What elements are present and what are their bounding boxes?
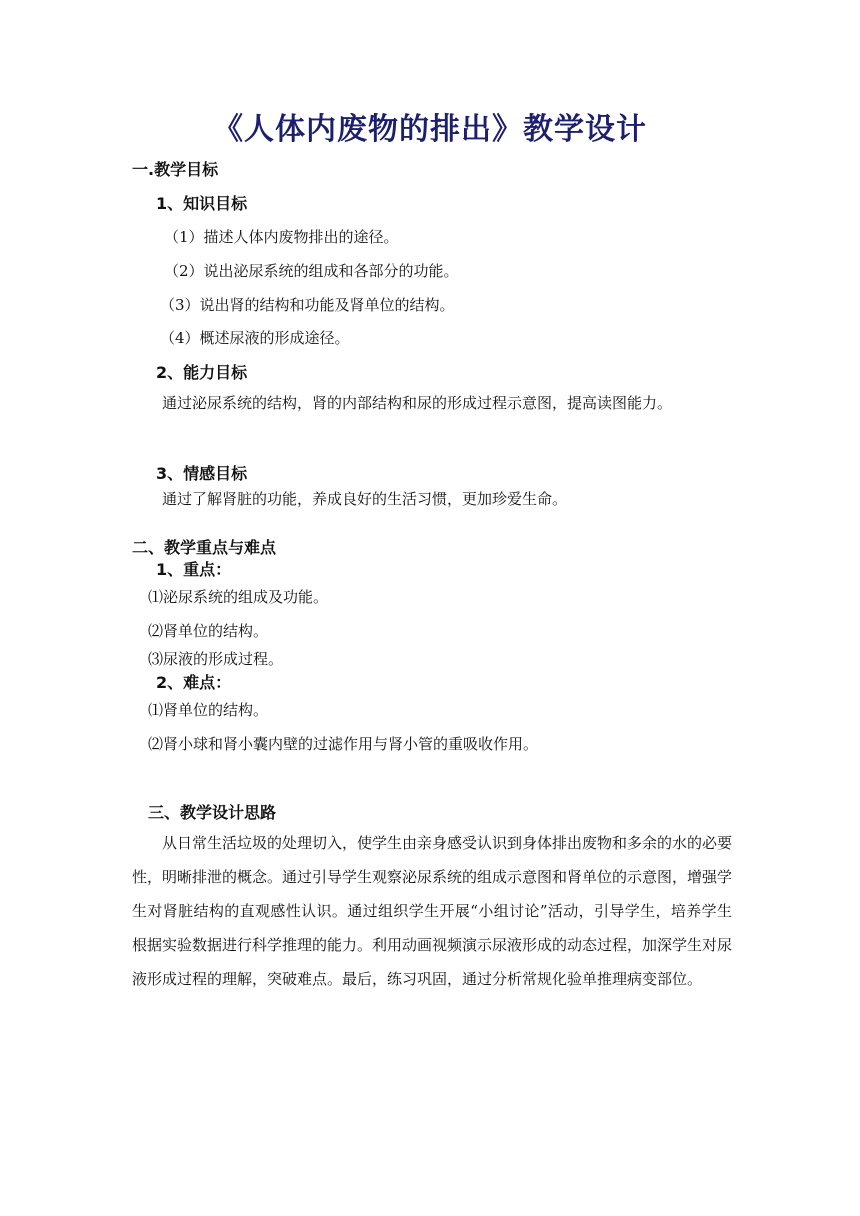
list-item: （1）描述人体内废物排出的途径。: [164, 228, 399, 246]
list-item: ⑶尿液的形成过程。: [148, 650, 284, 668]
section-heading-objectives: 一.教学目标: [132, 160, 219, 179]
subheading-key: 1、重点：: [156, 560, 232, 579]
emotion-paragraph: 通过了解肾脏的功能，养成良好的生活习惯，更加珍爱生命。: [162, 490, 568, 508]
subheading-emotion: 3、情感目标: [156, 464, 248, 483]
list-item: ⑴肾单位的结构。: [148, 701, 269, 719]
list-item: ⑴泌尿系统的组成及功能。: [148, 588, 329, 606]
list-item: ⑵肾小球和肾小囊内壁的过滤作用与肾小管的重吸收作用。: [148, 735, 539, 753]
list-item: （2）说出泌尿系统的组成和各部分的功能。: [164, 262, 459, 280]
list-item: ⑵肾单位的结构。: [148, 622, 269, 640]
subheading-knowledge: 1、知识目标: [156, 194, 248, 213]
section-heading-key-points: 二、教学重点与难点: [132, 538, 277, 557]
section-heading-design: 三、教学设计思路: [148, 803, 277, 822]
list-item: （3）说出肾的结构和功能及肾单位的结构。: [160, 296, 455, 314]
subheading-difficult: 2、难点：: [156, 673, 232, 692]
list-item: （4）概述尿液的形成途径。: [160, 329, 350, 347]
ability-paragraph: 通过泌尿系统的结构，肾的内部结构和尿的形成过程示意图，提高读图能力。: [162, 394, 673, 412]
subheading-ability: 2、能力目标: [156, 363, 248, 382]
document-title: 《人体内废物的排出》教学设计: [213, 112, 647, 147]
design-paragraph: 从日常生活垃圾的处理切入，使学生由亲身感受认识到身体排出废物和多余的水的必要性，明晰排泄的概念。通过引导学生观察泌尿系统的组成示意图和肾单位的示意图，增强学生对肾脏结构的直观感性认识。通过组织学生开展“小组讨论”活动，引导学生，培养学生根据实验数据进行科学推理的能力。利用动画视频演示尿液形成的动态过程，加深学生对尿液形成过程的理解，突破难点。最后，练习巩固，通过分析常规化验单推理病变部位。: [132, 834, 733, 988]
